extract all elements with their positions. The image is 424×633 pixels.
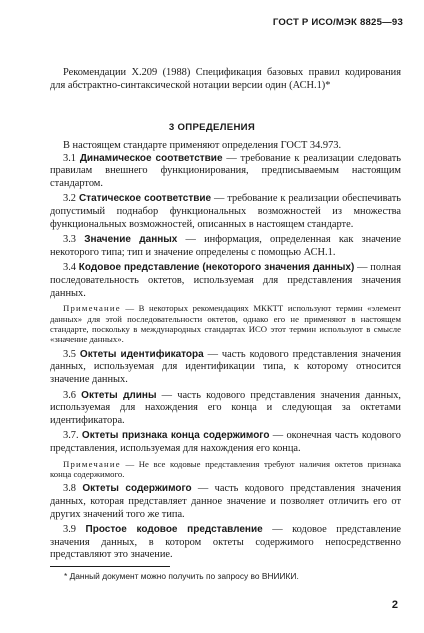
definition-term: Динамическое соответствие: [79, 152, 223, 164]
section-title: 3 ОПРЕДЕЛЕНИЯ: [168, 122, 256, 133]
definition-3-8: [50, 483, 401, 521]
definition-text: — часть кодового представления значения данных, которая представляет данное значение и позволяет отличить его от других значений того же типа.: [50, 483, 401, 520]
note-text: — В некоторых рекомендациях МККТТ используют термин «элемент данных» для этой последовательности октетов, однако его не применяют в настоящем стандарте, поскольку в международных стандартах ИСО этот термин используют в смысле «значение данных».: [50, 303, 401, 345]
definition-number: 3.8: [63, 483, 76, 495]
definition-3-7: [50, 430, 401, 455]
definition-text: — информация, определенная как значение некоторого типа; тип и значение определены с помощью АСН.1.: [50, 234, 401, 258]
definition-term: Значение данных: [84, 234, 178, 246]
definition-text: — часть кодового представления значения данных, используемая для нахождения его конца и следующая за октетами идентификатора.: [50, 389, 401, 426]
footnote-divider: [50, 566, 170, 567]
standard-header: ГОСТ Р ИСО/МЭК 8825—93: [272, 17, 403, 28]
definition-3-5: [50, 349, 401, 387]
note-text: — Не все кодовые представления требуют наличия октетов признака конца содержимого.: [50, 458, 401, 479]
note-label: Примечание: [63, 303, 121, 314]
definition-3-2: [50, 193, 401, 231]
note-label: Примечание: [63, 458, 121, 469]
definition-term: Октеты признака конца содержимого: [81, 430, 270, 442]
definition-number: 3.9: [63, 524, 76, 536]
definition-number: 3.3: [63, 234, 76, 246]
definition-3-9: [50, 524, 401, 562]
intro-text: Рекомендации X.209 (1988) Спецификация базовых правил кодирования для абстрактно-синтаксической нотации версии один (АСН.1)*: [50, 67, 401, 91]
definition-number: 3.4: [63, 262, 76, 274]
definition-term: Октеты содержимого: [82, 483, 192, 495]
definition-text: — часть кодового представления значения данных, используемая для идентификации типа, к которому относится значение данных.: [50, 348, 401, 385]
note-2: [50, 459, 401, 480]
definition-number: 3.6: [63, 389, 76, 401]
note-1: [50, 303, 401, 345]
definition-text: — требование к реализации следовать правилам внешнего функционирования, предписываемым настоящим стандартом.: [50, 152, 401, 189]
footnote: * Данный документ можно получить по запросу во ВНИИКИ.: [64, 571, 299, 581]
definition-number: 3.7.: [63, 430, 79, 442]
definition-number: 3.1: [63, 152, 76, 164]
definitions-lead: В настоящем стандарте применяют определения ГОСТ 34.973.: [63, 140, 342, 151]
definition-term: Октеты длины: [81, 389, 157, 401]
definition-3-3: [50, 234, 401, 259]
definition-text: — кодовое представление значения данных, в котором октеты содержимого непосредственно представляют это значение.: [50, 524, 402, 561]
page-number: 2: [391, 599, 398, 611]
definition-3-1: [50, 153, 401, 191]
definition-number: 3.2: [63, 193, 76, 205]
definition-term: Статическое соответствие: [78, 193, 212, 205]
definition-text: — полная последовательность октетов, используемая для представления значения данных.: [50, 262, 402, 299]
definition-term: Простое кодовое представление: [85, 524, 263, 536]
intro-paragraph: [50, 67, 401, 92]
definition-3-4: [50, 262, 401, 300]
definition-term: Октеты идентификатора: [79, 348, 204, 360]
definitions-list: [50, 140, 401, 565]
definition-3-6: [50, 390, 401, 428]
definition-text: — требование к реализации обеспечивать допустимый поднабор функциональных возможностей из множества функциональных возможностей, описанных в настоящем стандарте.: [50, 193, 401, 230]
definition-number: 3.5: [63, 348, 76, 360]
definition-text: — оконечная часть кодового представления, используемая для нахождения его конца.: [50, 430, 401, 454]
definition-term: Кодовое представление (некоторого значения данных): [78, 262, 355, 274]
